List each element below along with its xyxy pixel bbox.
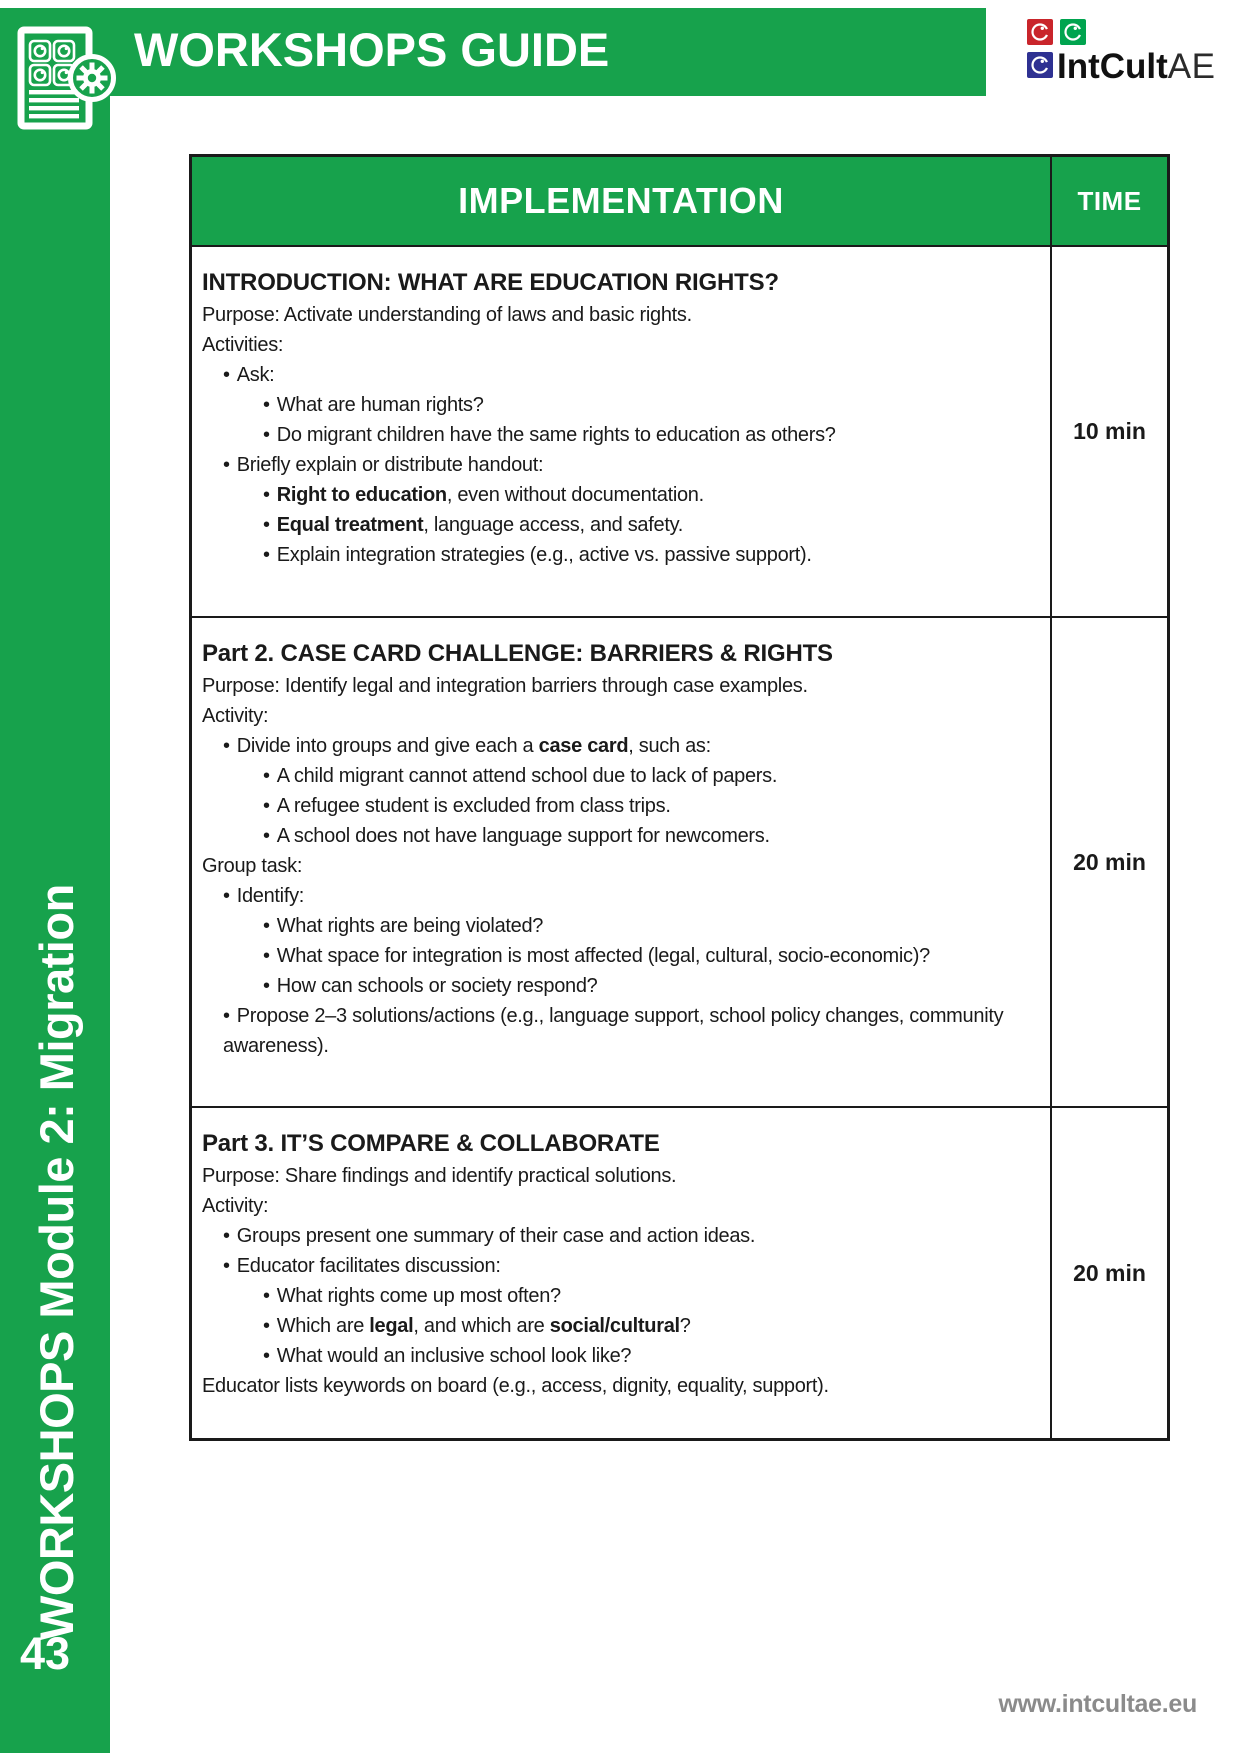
bullet-item: • Identify: (223, 885, 305, 907)
bullet-marker: • (223, 885, 230, 907)
row-time-cell (1050, 618, 1167, 1106)
table-row (192, 1106, 1167, 1438)
sidebar (0, 8, 110, 1753)
logo-square-green-face-icon (1060, 19, 1086, 45)
bullet-item: • Groups present one summary of their case and action ideas. (223, 1225, 756, 1247)
sidebar-label-module: Module 2: Migration (30, 884, 83, 1332)
logo-square-red-face-icon (1027, 19, 1053, 45)
page-number: 43 (20, 1628, 71, 1679)
bullet-marker: • (263, 795, 270, 817)
bullet-item: • What space for integration is most affected (legal, cultural, socio-economic)? (263, 945, 930, 967)
bullet-marker: • (263, 424, 270, 446)
text-line: Purpose: Identify legal and integration barriers through case examples. (202, 675, 808, 697)
bullet-item: • A school does not have language support for newcomers. (263, 825, 770, 847)
bullet-marker: • (263, 394, 270, 416)
text-line: Activity: (202, 1195, 269, 1217)
bullet-item: • Equal treatment, language access, and safety. (263, 514, 684, 536)
table-row (192, 245, 1167, 616)
bullet-marker: • (223, 454, 230, 476)
bullet-item: • What rights are being violated? (263, 915, 544, 937)
bullet-item: • How can schools or society respond? (263, 975, 598, 997)
implementation-header-cell (192, 157, 1050, 245)
text-line: Group task: (202, 855, 303, 877)
time-header-label: TIME (1077, 185, 1142, 216)
bullet-marker: • (263, 945, 270, 967)
section-heading: INTRODUCTION: WHAT ARE EDUCATION RIGHTS? (202, 269, 779, 296)
document-gear-icon (16, 26, 116, 130)
bullet-item: • Educator facilitates discussion: (223, 1255, 501, 1277)
bullet-marker: • (263, 544, 270, 566)
bullet-item: • What would an inclusive school look like? (263, 1345, 632, 1367)
text-line: Educator lists keywords on board (e.g., access, dignity, equality, support). (202, 1375, 829, 1397)
bullet-marker: • (263, 765, 270, 787)
bullet-item: • Briefly explain or distribute handout: (223, 454, 544, 476)
bullet-item: • Propose 2–3 solutions/actions (e.g., language support, school policy changes, community awareness). (223, 1005, 1004, 1057)
text-line: Purpose: Share findings and identify practical solutions. (202, 1165, 677, 1187)
footer-url[interactable]: www.intcultae.eu (998, 1690, 1197, 1718)
bullet-item: • What are human rights? (263, 394, 484, 416)
bullet-item: • Divide into groups and give each a case card, such as: (223, 735, 711, 757)
bullet-item: • A child migrant cannot attend school due to lack of papers. (263, 765, 778, 787)
bullet-item: • Ask: (223, 364, 275, 386)
table-header-row (192, 157, 1167, 245)
time-value: 20 min (1073, 848, 1146, 875)
table-row (192, 616, 1167, 1106)
implementation-header-label: IMPLEMENTATION (458, 180, 784, 221)
bullet-item: • Right to education, even without documentation. (263, 484, 704, 506)
time-value: 20 min (1073, 1259, 1146, 1286)
bullet-marker: • (263, 514, 270, 536)
bullet-item: • Do migrant children have the same rights to education as others? (263, 424, 836, 446)
bullet-marker: • (263, 915, 270, 937)
text-line: Activity: (202, 705, 269, 727)
logo-text-ae: AE (1167, 47, 1216, 86)
row-content-cell (192, 618, 1050, 1106)
sidebar-module-label (30, 884, 83, 1640)
bullet-marker: • (223, 364, 230, 386)
bullet-marker: • (223, 735, 230, 757)
gear-icon (71, 57, 114, 100)
logo-wordmark (1057, 48, 1216, 86)
bullet-marker: • (263, 825, 270, 847)
bullet-marker: • (263, 1345, 270, 1367)
bullet-item: • A refugee student is excluded from class trips. (263, 795, 671, 817)
workshops-guide-icon (16, 26, 116, 130)
bullet-marker: • (223, 1005, 230, 1027)
bullet-item: • Explain integration strategies (e.g., active vs. passive support). (263, 544, 812, 566)
bullet-marker: • (223, 1255, 230, 1277)
row-time-cell (1050, 1108, 1167, 1438)
bullet-marker: • (263, 1285, 270, 1307)
text-line: Purpose: Activate understanding of laws and basic rights. (202, 304, 692, 326)
section-heading: Part 2. CASE CARD CHALLENGE: BARRIERS & RIGHTS (202, 640, 833, 667)
bullet-item: • Which are legal, and which are social/cultural? (263, 1315, 691, 1337)
row-content-cell (192, 247, 1050, 616)
bullet-marker: • (223, 1225, 230, 1247)
row-time-cell (1050, 247, 1167, 616)
time-value: 10 min (1073, 418, 1146, 444)
sidebar-label-workshops: WORKSHOPS (30, 1331, 83, 1640)
implementation-table (189, 154, 1170, 1441)
logo-text-intcult: IntCult (1057, 47, 1168, 86)
bullet-marker: • (263, 1315, 270, 1337)
bullet-marker: • (263, 484, 270, 506)
section-heading: Part 3. IT’S COMPARE & COLLABORATE (202, 1130, 660, 1157)
intcultae-logo (1027, 19, 1217, 89)
row-content-cell (192, 1108, 1050, 1438)
bullet-marker: • (263, 975, 270, 997)
page-title: WORKSHOPS GUIDE (134, 23, 610, 76)
bullet-item: • What rights come up most often? (263, 1285, 561, 1307)
logo-square-blue-face-icon (1027, 52, 1053, 78)
time-header-cell (1050, 157, 1167, 245)
text-line: Activities: (202, 334, 284, 356)
